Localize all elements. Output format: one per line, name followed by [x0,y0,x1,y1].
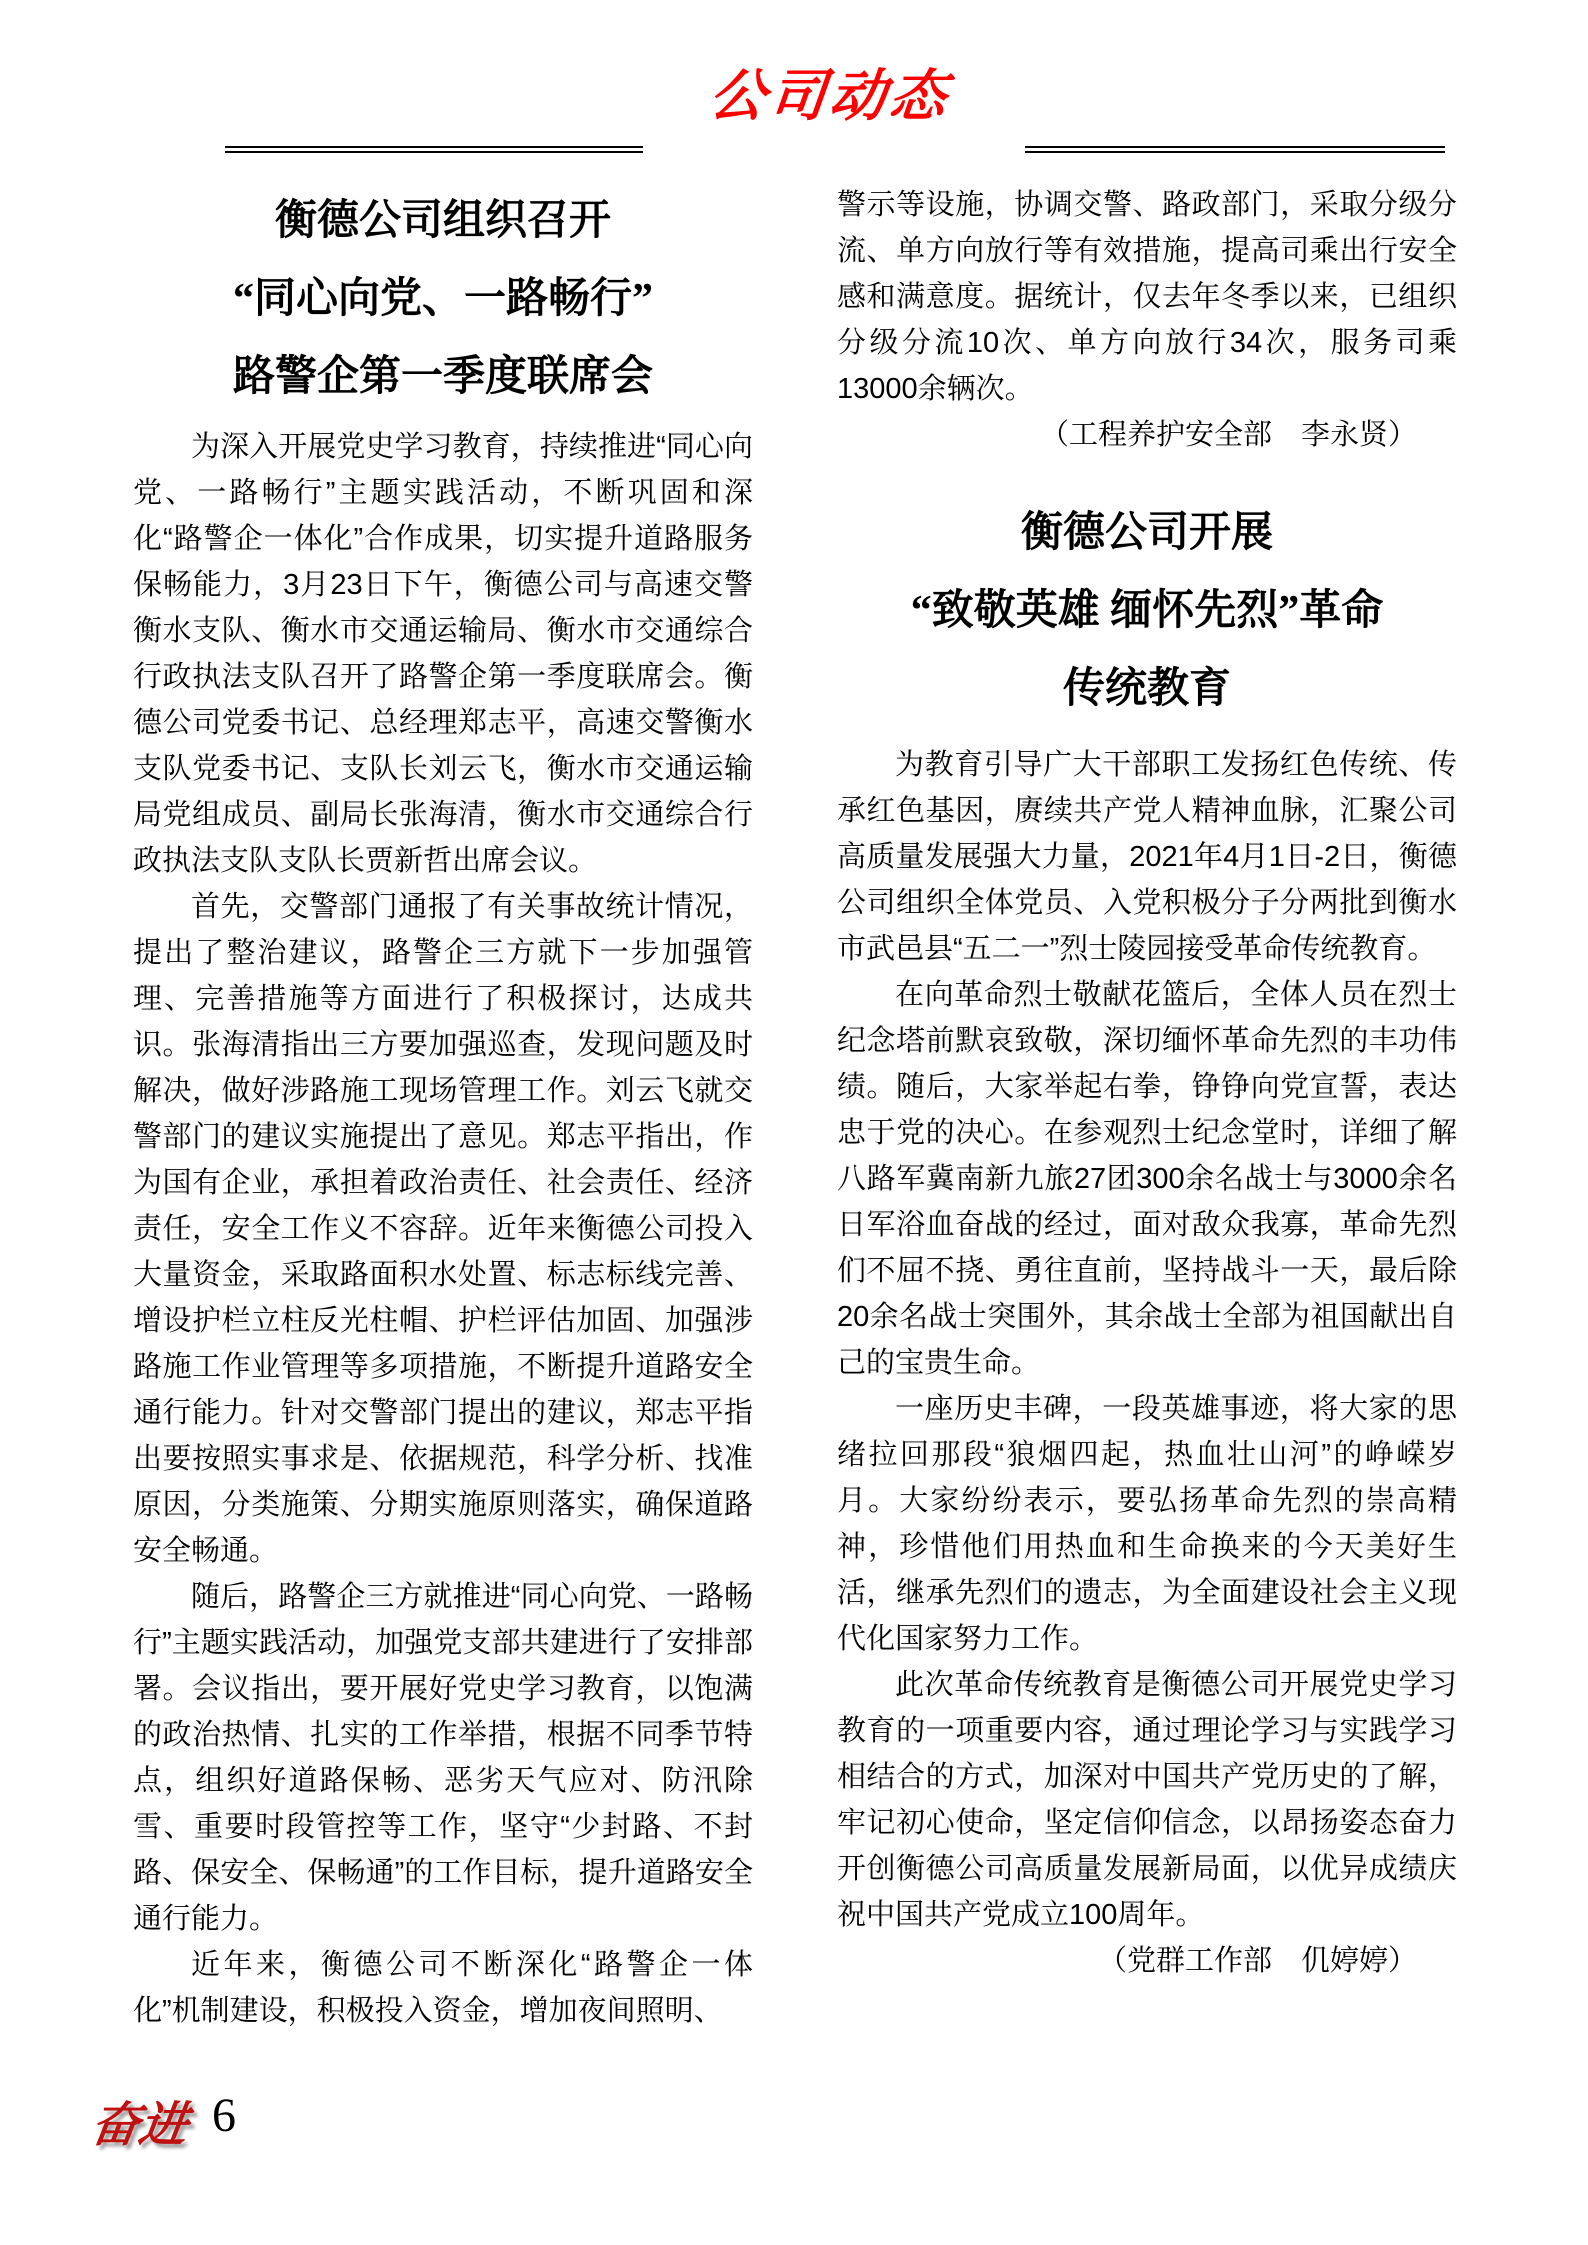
article2-byline: （党群工作部 仉婷婷） [1097,1945,1417,1977]
masthead-logo: 奋进 [87,2099,192,2152]
article1-paragraph-2: 首先，交警部门通报了有关事故统计情况，提出了整治建议，路警企三方就下一步加强管理、完善措施等方面进行了积极探讨，达成共识。张海清指出三方要加强巡查，发现问题及时解决，做好涉路施工现场管理工作。刘云飞就交警部门的建议实施提出了意见。郑志平指出，作为国有企业，承担着政治责任、社会责任、经济责任，安全工作义不容辞。近年来衡德公司投入大量资金，采取路面积水处置、标志标线完善、增设护栏立柱反光柱帽、护栏评估加固、加强涉路施工作业管理等多项措施，不断提升道路安全通行能力。针对交警部门提出的建议，郑志平指出要按照实事求是、依据规范，科学分析、找准原因，分类施策、分期实施原则落实，确保道路安全畅通。 [133,891,753,1567]
article1-paragraph-1: 为深入开展党史学习教育，持续推进“同心向党、一路畅行”主题实践活动，不断巩固和深化“路警企一体化”合作成果，切实提升道路服务保畅能力，3月23日下午，衡德公司与高速交警衡水支队、衡水市交通运输局、衡水市交通综合行政执法支队召开了路警企第一季度联席会。衡德公司党委书记、总经理郑志平，高速交警衡水支队党委书记、支队长刘云飞，衡水市交通运输局党组成员、副局长张海清，衡水市交通综合行政执法支队支队长贾新哲出席会议。 [133,431,753,877]
article1-continuation: 警示等设施，协调交警、路政部门，采取分级分流、单方向放行等有效措施，提高司乘出行安全感和满意度。据统计，仅去年冬季以来，已组织分级分流10次、单方向放行34次，服务司乘13000余辆次。 [837,189,1457,405]
article1-title-line-2: “同心向党、一路畅行” [232,276,653,322]
article1-paragraph-4: 近年来，衡德公司不断深化“路警企一体化”机制建设，积极投入资金，增加夜间照明、 [133,1949,753,2027]
article2-paragraph-2: 在向革命烈士敬献花篮后，全体人员在烈士纪念塔前默哀致敬，深切缅怀革命先烈的丰功伟绩。随后，大家举起右拳，铮铮向党宣誓，表达忠于党的决心。在参观烈士纪念堂时，详细了解八路军冀南新九旅27团300余名战士与3000余名日军浴血奋战的经过，面对敌众我寡，革命先烈们不屈不挠、勇往直前，坚持战斗一天，最后除20余名战士突围外，其余战士全部为祖国献出自己的宝贵生命。 [837,979,1457,1379]
header-rule-right [1025,146,1445,153]
article1-title-line-1: 衡德公司组织召开 [274,198,611,244]
header-rule-left [225,146,643,153]
article2-paragraph-3: 一座历史丰碑，一段英雄事迹，将大家的思绪拉回那段“狼烟四起，热血壮山河”的峥嵘岁月。大家纷纷表示，要弘扬革命先烈的崇高精神，珍惜他们用热血和生命换来的今天美好生活，继承先烈们的遗志，为全面建设社会主义现代化国家努力工作。 [837,1393,1457,1655]
article1-title [133,182,753,416]
article2-title-line-1: 衡德公司开展 [1020,510,1273,556]
right-column [837,182,1457,1984]
article1-paragraph-3: 随后，路警企三方就推进“同心向党、一路畅行”主题实践活动，加强党支部共建进行了安排部署。会议指出，要开展好党史学习教育，以饱满的政治热情、扎实的工作举措，根据不同季节特点，组织好道路保畅、恶劣天气应对、防汛除雪、重要时段管控等工作，坚守“少封路、不封路、保安全、保畅通”的工作目标，提升道路安全通行能力。 [133,1581,753,1935]
article2-paragraph-1: 为教育引导广大干部职工发扬红色传统、传承红色基因，赓续共产党人精神血脉，汇聚公司高质量发展强大力量，2021年4月1日-2日，衡德公司组织全体党员、入党积极分子分两批到衡水市武邑县“五二一”烈士陵园接受革命传统教育。 [837,749,1457,965]
page-number: 6 [212,2089,236,2142]
article2-paragraph-4: 此次革命传统教育是衡德公司开展党史学习教育的一项重要内容，通过理论学习与实践学习相结合的方式，加深对中国共产党历史的了解，牢记初心使命，坚定信仰信念，以昂扬姿态奋力开创衡德公司高质量发展新局面，以优异成绩庆祝中国共产党成立100周年。 [837,1669,1457,1931]
article2-title-line-3: 传统教育 [1062,666,1231,712]
section-title: 公司动态 [706,66,953,128]
title-gap [133,416,753,424]
article1-title-line-3: 路警企第一季度联席会 [232,354,653,400]
left-column [133,182,753,2034]
article1-byline: （工程养护安全部 李永贤） [1039,419,1417,451]
article2-title-line-2: “致敬英雄 缅怀先烈”革命 [910,588,1384,634]
article2-title [837,494,1457,728]
